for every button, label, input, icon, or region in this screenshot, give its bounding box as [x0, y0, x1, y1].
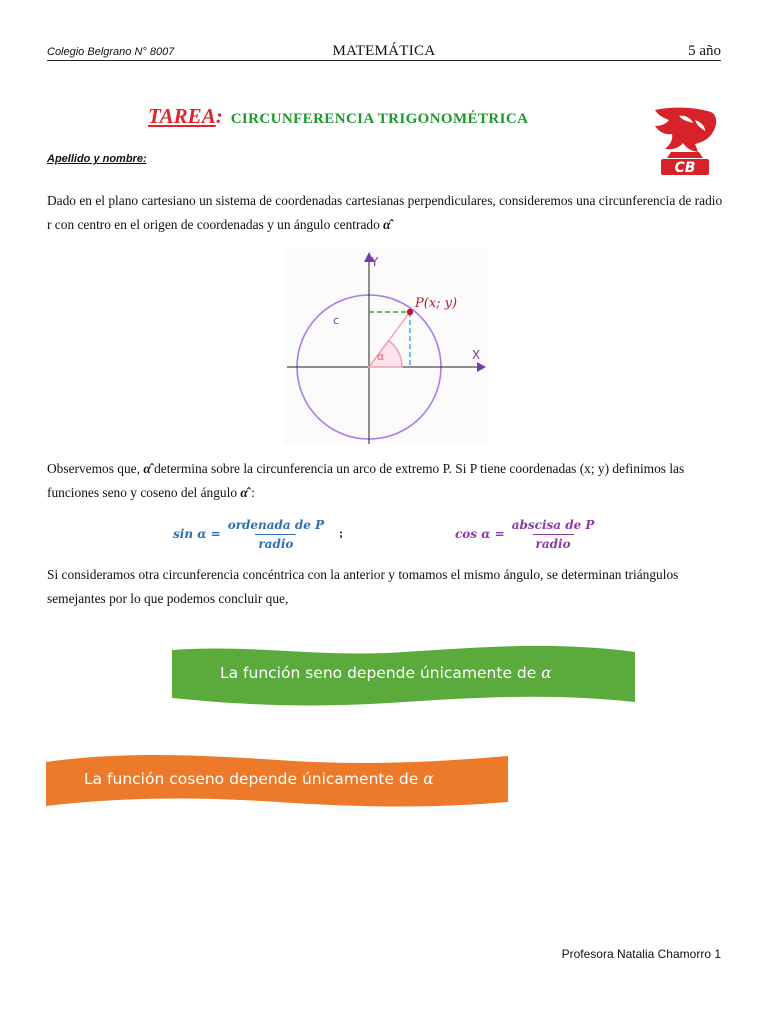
cosine-numerator: abscisa de P — [511, 517, 595, 532]
sine-fraction — [225, 518, 327, 551]
cosine-banner-alpha: α — [423, 770, 434, 788]
alpha-hat-symbol: α̂ — [383, 217, 391, 232]
definition-paragraph — [47, 457, 727, 505]
definition-text-2: determina sobre la circunferencia un arco de extremo P. Si P tiene coordenadas (x; y) definimos las funciones seno y coseno del ángulo — [47, 461, 685, 500]
sine-banner-text: La función seno depende únicamente de α — [220, 664, 552, 682]
circle-label: c — [333, 314, 340, 327]
unit-circle-figure — [283, 248, 488, 444]
cosine-fraction — [509, 518, 598, 551]
cosine-banner-text: La función coseno depende únicamente de α — [84, 770, 434, 788]
cosine-lhs: cos α = — [455, 527, 505, 541]
definition-text-1: Observemos que, — [47, 461, 144, 476]
cosine-formula — [455, 514, 597, 554]
point-label: P(x; y) — [415, 296, 458, 311]
name-field-label: Apellido y nombre: — [47, 153, 147, 165]
sine-numerator: ordenada de P — [227, 517, 325, 532]
sine-lhs: sin α = — [173, 527, 221, 541]
subject-title: MATEMÁTICA — [332, 43, 436, 59]
footer-credit: Profesora Natalia Chamorro 1 — [561, 947, 721, 961]
school-name: Colegio Belgrano N° 8007 — [47, 46, 175, 58]
school-logo — [651, 106, 719, 176]
alpha-hat-symbol-1: α̂ — [143, 461, 151, 476]
angle-label: α — [377, 350, 385, 363]
conclusion-paragraph: Si consideramos otra circunferencia concéntrica con la anterior y tomamos el mismo ángulo, se determinan triángulos semejantes por lo que podemos concluir que, — [47, 567, 679, 606]
sine-formula — [173, 514, 327, 554]
y-axis-label: Y — [371, 255, 379, 269]
intro-text: Dado en el plano cartesiano un sistema de coordenadas cartesianas perpendiculares, consideremos una circunferencia de radio r con centro en el origen de coordenadas y un ángulo centrado — [47, 193, 723, 232]
title-topic: CIRCUNFERENCIA TRIGONOMÉTRICA — [230, 111, 529, 127]
x-axis-label: X — [472, 348, 481, 362]
point-p — [407, 309, 413, 315]
header-rule — [47, 60, 721, 61]
cosine-banner — [46, 752, 508, 808]
eagle-head-icon — [655, 108, 716, 152]
cosine-denominator: radio — [533, 534, 574, 551]
sine-denominator: radio — [255, 534, 296, 551]
sine-banner-alpha: α — [541, 664, 552, 682]
sine-banner — [172, 646, 635, 706]
formula-separator: ; — [339, 526, 343, 540]
school-year: 5 año — [688, 43, 721, 59]
intro-paragraph — [47, 189, 727, 237]
alpha-hat-symbol-2: α̂ — [240, 485, 248, 500]
definition-text-3: : — [247, 485, 255, 500]
title-tarea: TAREA — [148, 104, 216, 128]
page-title — [148, 104, 528, 129]
title-colon: : — [215, 104, 223, 128]
logo-text: CB — [674, 160, 696, 176]
